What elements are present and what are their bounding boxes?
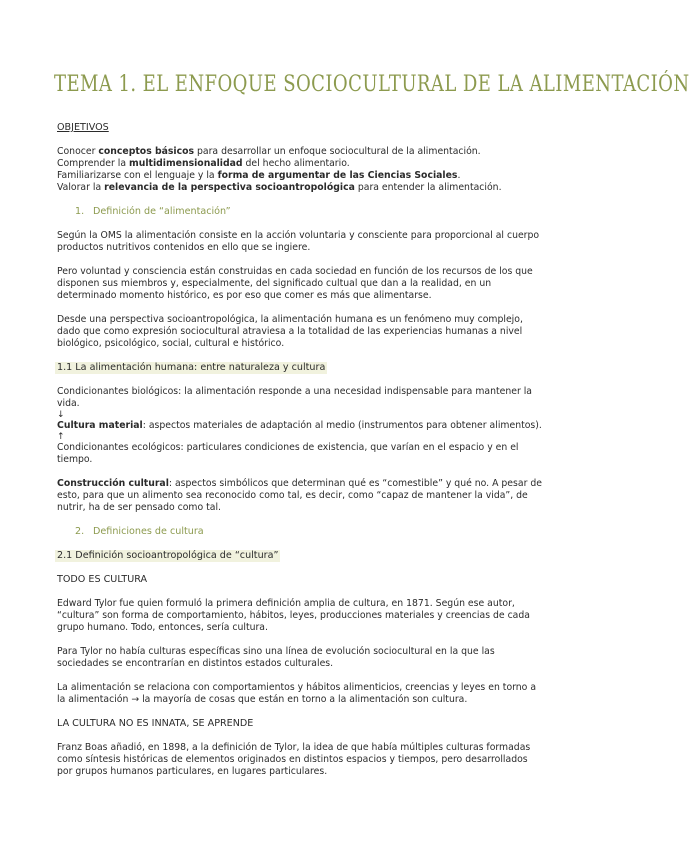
section-1-heading: 1. Definición de “alimentación”	[75, 206, 231, 217]
objetivo-item: Conocer conceptos básicos para desarrollar un enfoque sociocultural de la alimentación.	[57, 146, 481, 157]
objetivo-item: Comprender la multidimensionalidad del hecho alimentario.	[57, 158, 350, 169]
document-body	[57, 122, 543, 778]
condicionantes-biologicos: Condicionantes biológicos: la alimentación responde a una necesidad indispensable para mantener la vida.	[57, 386, 533, 409]
arrow-up-icon: ↑	[57, 432, 65, 442]
arrow-down-icon: ↓	[57, 410, 65, 420]
subsection-1-1-heading: 1.1 La alimentación humana: entre naturaleza y cultura	[57, 362, 326, 373]
subsection-2-1-heading: 2.1 Definición socioantropológica de “cultura”	[57, 550, 279, 561]
section-2-paragraph: Para Tylor no había culturas específicas sino una línea de evolución sociocultural en la que las sociedades se encontrarían en distintos estados culturales.	[57, 646, 495, 669]
section-2-heading: 2. Definiciones de cultura	[75, 526, 204, 537]
cultura-material: Cultura material: aspectos materiales de adaptación al medio (instrumentos para obtener alimentos).	[57, 420, 542, 431]
section-2-paragraph: Franz Boas añadió, en 1898, a la definición de Tylor, la idea de que había múltiples culturas formadas como síntesis históricas de elementos originados en distintos espacios y tiempos, pero desarrollados por grupos humanos particulares, en lugares particulares.	[57, 742, 531, 777]
page-title: TEMA 1. EL ENFOQUE SOCIOCULTURAL DE LA ALIMENTACIÓN	[54, 72, 690, 97]
condicionantes-ecologicos: Condicionantes ecológicos: particulares condiciones de existencia, que varían en el espacio y en el tiempo.	[57, 442, 519, 465]
objetivo-item: Valorar la relevancia de la perspectiva socioantropológica para entender la alimentación.	[57, 182, 502, 193]
section-1-paragraph: Desde una perspectiva socioantropológica, la alimentación humana es un fenómeno muy complejo, dado que como expresión sociocultural atraviesa a la totalidad de las experiencias humanas a nivel biológico, psicológico, social, cultural e histórico.	[57, 314, 523, 349]
section-1-paragraph: Pero voluntad y consciencia están construidas en cada sociedad en función de los recursos de los que disponen sus miembros y, especialmente, del significado cultual que dan a la realidad, en un determinado momento histórico, es por eso que comer es más que alimentarse.	[57, 266, 533, 301]
section-2-paragraph: La alimentación se relaciona con comportamientos y hábitos alimenticios, creencias y leyes en torno a la alimentación → la mayoría de cosas que están en torno a la alimentación son cultura.	[57, 682, 537, 705]
todo-es-cultura-heading: TODO ES CULTURA	[57, 574, 148, 585]
construccion-cultural: Construcción cultural: aspectos simbólicos que determinan qué es “comestible” y qué no. A pesar de esto, para que un alimento sea reconocido como tal, es decir, como “capaz de mantener la vida”, de nutrir, ha de ser pensado como tal.	[57, 478, 542, 513]
objetivos-heading: OBJETIVOS	[57, 122, 109, 133]
section-1-paragraph: Según la OMS la alimentación consiste en la acción voluntaria y consciente para proporcional al cuerpo productos nutritivos contenidos en ello que se ingiere.	[57, 230, 540, 253]
cultura-no-innata-heading: LA CULTURA NO ES INNATA, SE APRENDE	[57, 718, 254, 729]
objetivo-item: Familiarizarse con el lenguaje y la forma de argumentar de las Ciencias Sociales.	[57, 170, 461, 181]
section-2-paragraph: Edward Tylor fue quien formuló la primera definición amplia de cultura, en 1871. Según ese autor, “cultura” son forma de comportamiento, hábitos, leyes, producciones materiales y creencias de cada grupo humano. Todo, entonces, sería cultura.	[57, 598, 530, 633]
objetivos-list	[57, 146, 543, 194]
